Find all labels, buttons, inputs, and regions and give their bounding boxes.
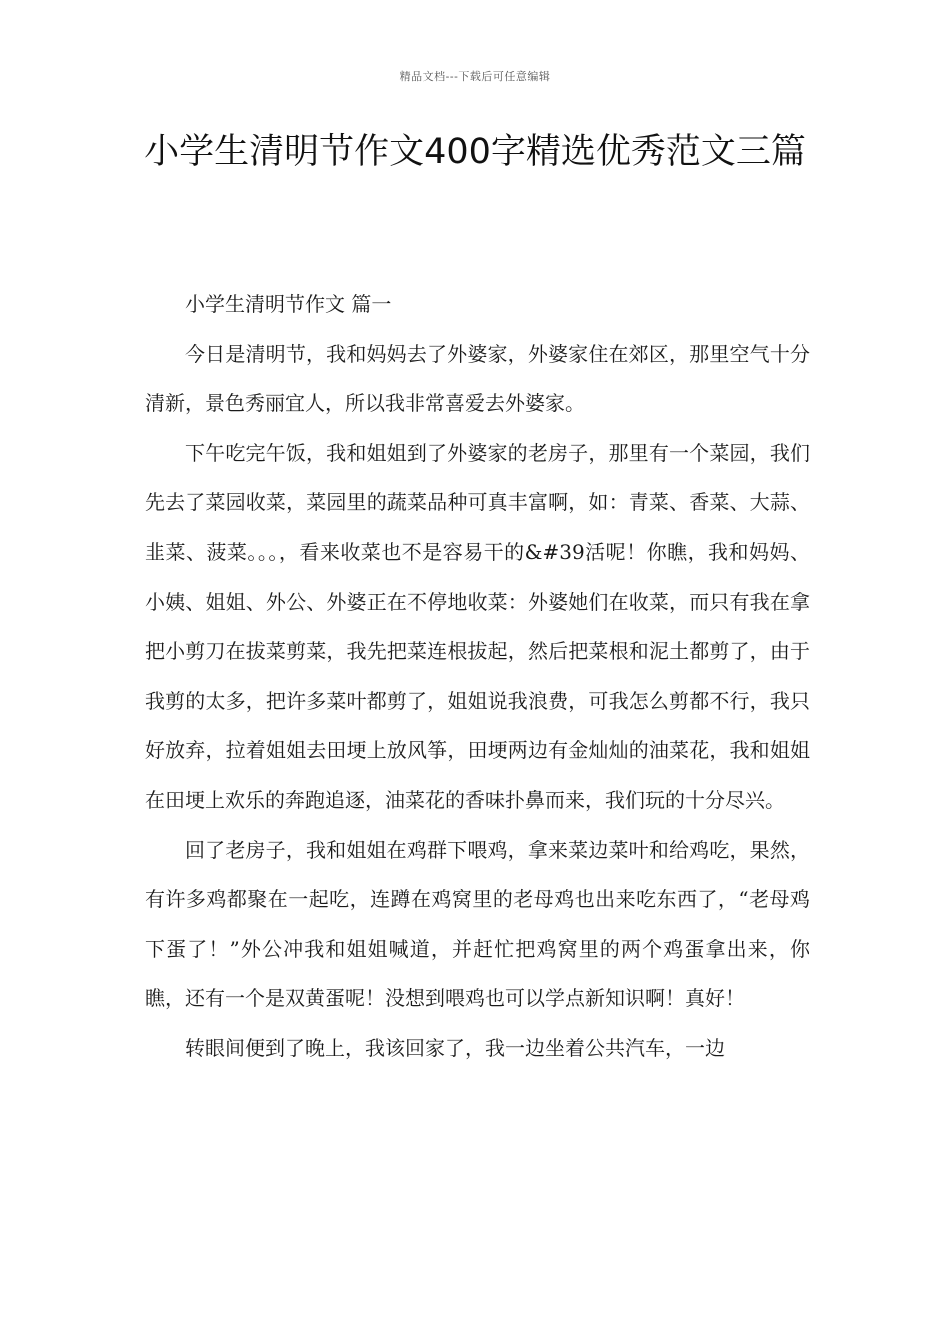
paragraph-4: 转眼间便到了晚上，我该回家了，我一边坐着公共汽车，一边: [185, 1035, 725, 1060]
document-body: [145, 280, 810, 1074]
paragraph-2: 下午吃完午饭，我和姐姐到了外婆家的老房子，那里有一个菜园，我们先去了菜园收菜，菜园里的蔬菜品种可真丰富啊，如：青菜、香菜、大蒜、韭菜、菠菜。。。，看来收菜也不是容易干的&#39活呢！你瞧，我和妈妈、小姨、姐姐、外公、外婆正在不停地收菜：外婆她们在收菜，而只有我在拿把小剪刀在拔菜剪菜，我先把菜连根拔起，然后把菜根和泥土都剪了，由于我剪的太多，把许多菜叶都剪了，姐姐说我浪费，可我怎么剪都不行，我只好放弃，拉着姐姐去田埂上放风筝，田埂两边有金灿灿的油菜花，我和姐姐在田埂上欢乐的奔跑追逐，油菜花的香味扑鼻而来，我们玩的十分尽兴。: [145, 440, 810, 812]
paragraph-3: 回了老房子，我和姐姐在鸡群下喂鸡，拿来菜边菜叶和给鸡吃，果然，有许多鸡都聚在一起吃，连蹲在鸡窝里的老母鸡也出来吃东西了，“老母鸡下蛋了！”外公冲我和姐姐喊道，并赶忙把鸡窝里的两个鸡蛋拿出来，你瞧，还有一个是双黄蛋呢！没想到喂鸡也可以学点新知识啊！真好！: [145, 837, 810, 1011]
section-heading: 小学生清明节作文 篇一: [185, 292, 392, 316]
document-title: 小学生清明节作文400字精选优秀范文三篇: [144, 132, 806, 172]
paragraph-1: 今日是清明节，我和妈妈去了外婆家，外婆家住在郊区，那里空气十分清新，景色秀丽宜人，所以我非常喜爱去外婆家。: [145, 341, 810, 416]
header-note: 精品文档---下载后可任意编辑: [399, 70, 551, 83]
